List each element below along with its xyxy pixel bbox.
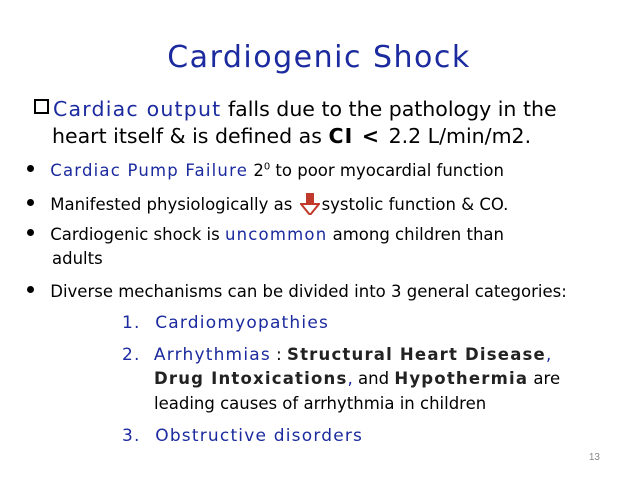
lead-text-1: falls due to the pathology in the [221,97,557,121]
pump-failure-term: Cardiac Pump Failure [50,161,249,180]
bullet-1-text: to poor myocardial function [270,161,504,180]
ci-value: 2.2 L/min/m2. [388,124,532,148]
category-3-label: Obstructive disorders [155,426,364,446]
down-arrow-icon [300,193,320,215]
bullet-dot-icon [27,199,34,206]
bullet-2-text-2: systolic function & CO. [321,195,509,214]
lead-text-2: heart itself & is defined as [52,124,329,148]
category-2-label: Arrhythmias [153,345,271,365]
bullet-3 [27,225,504,244]
drug-term: Drug Intoxications [154,369,348,388]
comma: , [545,345,552,364]
bullet-4 [27,282,567,301]
category-1-label: Cardiomyopathies [155,313,330,333]
bullet-dot-icon [27,229,34,236]
category-1 [122,313,329,333]
bullet-2 [27,193,508,215]
bullet-1 [27,161,504,180]
bullet-3-text-1: Cardiogenic shock is [50,225,225,244]
page-number: 13 [588,452,600,463]
category-2 [122,345,551,365]
category-2-sep: : [270,345,287,364]
category-1-number: 1. [122,313,141,333]
category-2-line-2 [154,369,560,388]
square-bullet-icon [34,99,49,114]
bullet-dot-icon [27,286,34,293]
bullet-dot-icon [27,165,34,172]
and-text: and [352,369,395,388]
bullet-3-text-2: among children than [327,225,505,244]
bullet-3-line-2: adults [52,249,103,268]
bullet-4-text: Diverse mechanisms can be divided into 3 general categories: [50,282,567,301]
are-text: are [528,369,561,388]
category-2-number: 2. [122,345,141,365]
category-3-number: 3. [122,426,141,446]
structural-heart-term: Structural Heart Disease [286,345,546,364]
ci-label: CI < [328,124,389,148]
uncommon-term: uncommon [224,225,328,244]
bullet-2-text-1: Manifested physiologically as [50,195,298,214]
category-2-line-3: leading causes of arrhythmia in children [154,394,487,413]
hypothermia-term: Hypothermia [394,369,529,388]
secondary-label: $2^0$ [253,161,271,180]
slide-title: Cardiogenic Shock [167,40,471,75]
comma: , [347,369,353,388]
lead-line-2 [52,124,531,148]
lead-line-1 [34,97,557,121]
lead-term: Cardiac output [53,97,222,121]
category-3 [122,426,363,446]
